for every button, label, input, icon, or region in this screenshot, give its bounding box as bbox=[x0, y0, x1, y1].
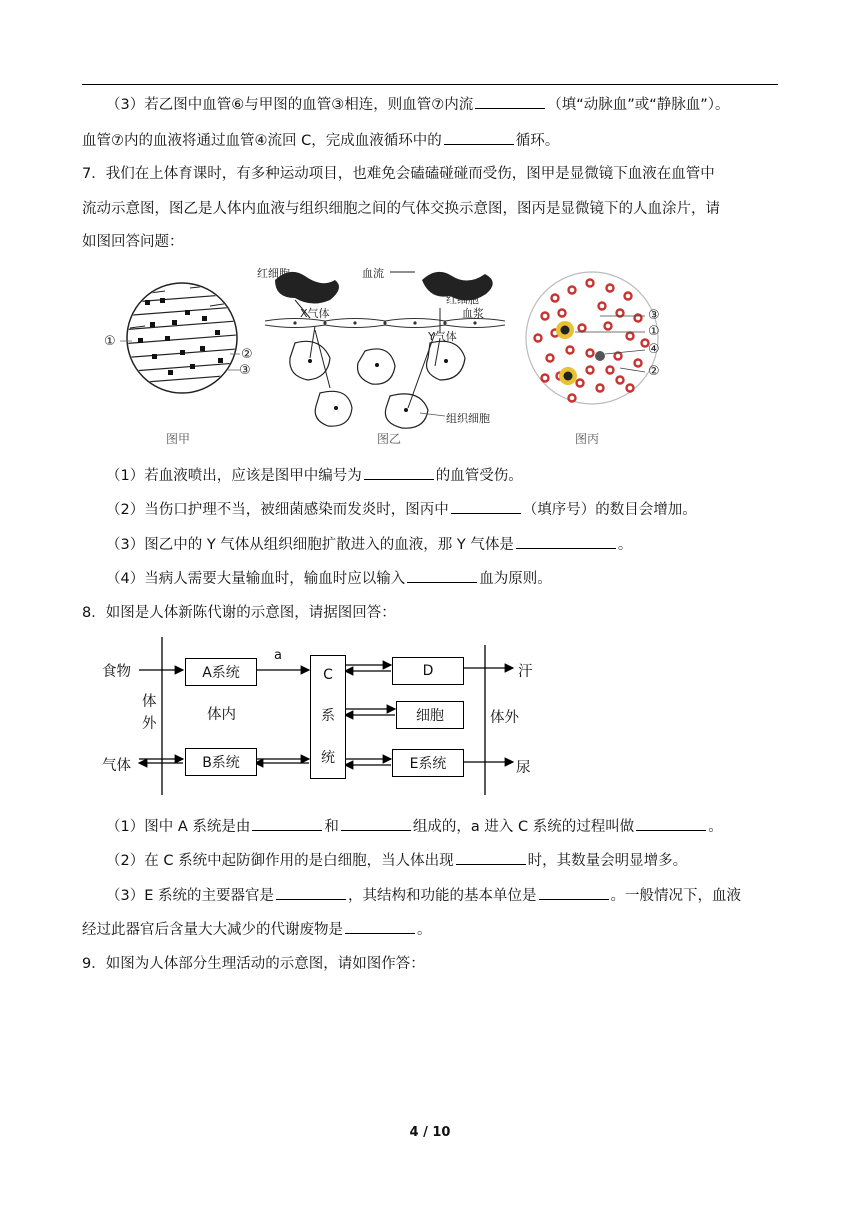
text: 。一般情况下，血液 bbox=[610, 888, 741, 904]
caption-yi: 图乙 bbox=[377, 432, 402, 446]
answer-blank[interactable] bbox=[252, 816, 322, 831]
label-sweat: 汗 bbox=[518, 664, 533, 680]
text: 的血管受伤。 bbox=[435, 468, 523, 484]
q7-stem-line2: 流动示意图，图乙是人体内血液与组织细胞之间的气体交换示意图，图丙是显微镜下的人血涂片，请 bbox=[82, 201, 720, 217]
answer-blank[interactable] bbox=[407, 568, 477, 583]
text: 。 bbox=[708, 819, 723, 835]
q6-part3-line1 bbox=[106, 94, 730, 115]
answer-blank[interactable] bbox=[636, 816, 706, 831]
caption-jia: 图甲 bbox=[166, 432, 191, 446]
answer-blank[interactable] bbox=[364, 465, 434, 480]
caption-bing: 图丙 bbox=[575, 432, 600, 446]
q7-part2 bbox=[106, 499, 697, 520]
yi-label-x-gas: X气体 bbox=[300, 307, 330, 320]
answer-blank[interactable] bbox=[276, 885, 346, 900]
q7-stem-line1: 7．我们在上体育课时，有多种运动项目，也难免会磕磕碰碰而受伤，图甲是显微镜下血液在血管中 bbox=[82, 166, 715, 182]
yi-label-y-gas: Y气体 bbox=[428, 330, 457, 343]
jia-label-2: ② bbox=[241, 347, 253, 362]
answer-blank[interactable] bbox=[444, 130, 514, 145]
text: （填序号）的数目会增加。 bbox=[522, 502, 697, 518]
text: ，其结构和功能的基本单位是 bbox=[348, 888, 537, 904]
q9-stem: 9．如图为人体部分生理活动的示意图，请如图作答： bbox=[82, 956, 425, 972]
header-rule bbox=[82, 84, 778, 85]
q7-part3 bbox=[106, 534, 632, 555]
text: （填“动脉血”或“静脉血”）。 bbox=[547, 97, 730, 113]
figure-jia bbox=[120, 283, 250, 393]
label-food: 食物 bbox=[102, 664, 131, 680]
label-outside-left-1: 体 bbox=[142, 694, 157, 710]
answer-blank[interactable] bbox=[456, 850, 526, 865]
label-outside-right: 体外 bbox=[490, 710, 519, 726]
box-b-system: B系统 bbox=[185, 748, 257, 776]
text: （3）E 系统的主要器官是 bbox=[106, 888, 274, 904]
text: （4）当病人需要大量输血时，输血时应以输入 bbox=[106, 571, 406, 587]
q8-part3-line2 bbox=[82, 919, 432, 940]
label-gas: 气体 bbox=[102, 758, 131, 774]
q8-part3-line1 bbox=[106, 885, 741, 906]
bing-label-1: ① bbox=[648, 324, 660, 339]
text: 和 bbox=[324, 819, 339, 835]
answer-blank[interactable] bbox=[345, 919, 415, 934]
answer-blank[interactable] bbox=[451, 499, 521, 514]
text: 血管⑦内的血液将通过血管④流回 C，完成血液循环中的 bbox=[82, 133, 442, 149]
answer-blank[interactable] bbox=[539, 885, 609, 900]
q8-stem: 8．如图是人体新陈代谢的示意图，请据图回答： bbox=[82, 605, 396, 621]
q7-part4 bbox=[106, 568, 552, 589]
q7-stem-line3: 如图回答问题： bbox=[82, 234, 184, 250]
c-char: C bbox=[323, 667, 333, 683]
text: 血为原则。 bbox=[479, 571, 552, 587]
jia-label-3: ③ bbox=[239, 363, 251, 378]
answer-blank[interactable] bbox=[516, 534, 616, 549]
label-outside-left-2: 外 bbox=[142, 716, 157, 732]
c-char: 统 bbox=[321, 750, 335, 766]
text: 循环。 bbox=[515, 133, 560, 149]
yi-label-tissue: 组织细胞 bbox=[446, 412, 490, 425]
label-urine: 尿 bbox=[516, 760, 531, 776]
yi-label-rbc: 红细胞 bbox=[257, 267, 290, 280]
box-d: D bbox=[392, 657, 464, 685]
text: （1）若血液喷出，应该是图甲中编号为 bbox=[106, 468, 362, 484]
figure-7 bbox=[90, 258, 690, 458]
jia-label-1: ① bbox=[104, 334, 116, 349]
figure-bing bbox=[526, 272, 658, 404]
q7-part1 bbox=[106, 465, 523, 486]
box-a-system: A系统 bbox=[185, 658, 257, 686]
text: 。 bbox=[617, 537, 633, 553]
text: （1）图中 A 系统是由 bbox=[106, 819, 251, 835]
yi-label-flow: 血流 bbox=[362, 267, 384, 280]
text: 经过此器官后含量大大减少的代谢废物是 bbox=[82, 922, 343, 938]
text: （3）若乙图中血管⑥与甲图的血管③相连，则血管⑦内流 bbox=[106, 97, 474, 113]
yi-label-plasma: 血浆 bbox=[462, 307, 484, 320]
text: 时，其数量会明显增多。 bbox=[527, 853, 688, 869]
answer-blank[interactable] bbox=[475, 94, 545, 109]
label-a: a bbox=[274, 648, 282, 663]
bing-label-3: ③ bbox=[648, 308, 660, 323]
text: （2）当伤口护理不当，被细菌感染而发炎时，图丙中 bbox=[106, 502, 449, 518]
answer-blank[interactable] bbox=[341, 816, 411, 831]
text: 组成的，a 进入 C 系统的过程叫做 bbox=[412, 819, 635, 835]
text: （3）图乙中的 Y 气体从组织细胞扩散进入的血液，那 Y 气体是 bbox=[106, 537, 514, 553]
box-e-system: E系统 bbox=[392, 749, 464, 777]
c-char: 系 bbox=[321, 708, 335, 724]
q6-part3-line2 bbox=[82, 130, 559, 151]
page-number: 4 / 10 bbox=[409, 1125, 451, 1140]
text: （2）在 C 系统中起防御作用的是白细胞，当人体出现 bbox=[106, 853, 454, 869]
q8-part1 bbox=[106, 816, 723, 837]
bing-label-4: ④ bbox=[648, 342, 660, 357]
text: 。 bbox=[417, 922, 432, 938]
bing-label-2: ② bbox=[648, 364, 660, 379]
box-cell: 细胞 bbox=[396, 701, 464, 729]
q8-part2 bbox=[106, 850, 687, 871]
yi-label-rbc2: 红细胞 bbox=[446, 293, 479, 306]
box-c-system bbox=[310, 655, 346, 779]
label-inside: 体内 bbox=[207, 707, 236, 723]
